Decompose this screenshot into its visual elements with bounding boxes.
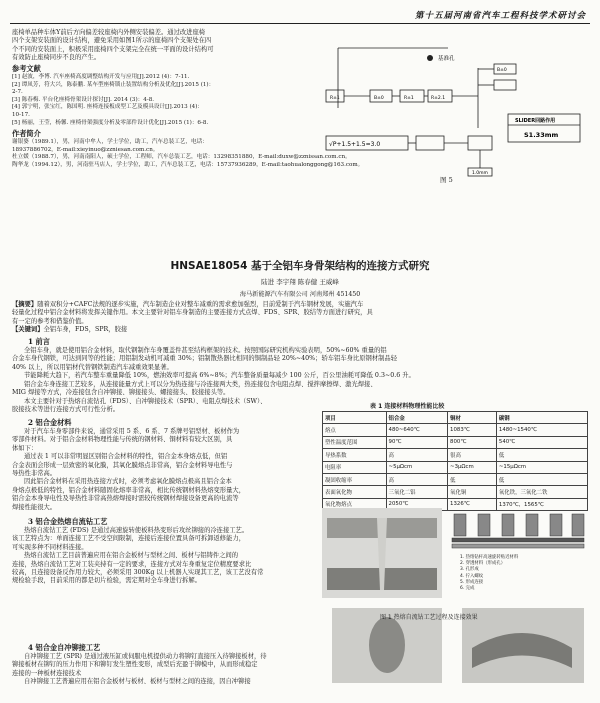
- table-cell: 1326℃: [448, 498, 497, 510]
- text-line: 40% 以上，所以用铝材代替钢铁制造汽车减重效果显著。: [12, 363, 173, 371]
- section-3-body: [12, 527, 317, 586]
- text-line: 四个支架安装面的设计结构，避免采用如图1所示的座椅四个支架处在四: [12, 37, 212, 45]
- text-line: 胶接技术等进行连接方式可行性分析。: [12, 406, 120, 414]
- text-line: 因此铝合金材料在采用热连接方式时，必须考虑氧化膜熔点极高且铝合金本: [24, 478, 232, 486]
- bio-line: 杜立媛（1988.7），男，河南南阳人，硕士学位，工程师，汽车总装工艺，电话：13298351880，E-mail:duxw@zznissan.com.cn。: [12, 154, 351, 161]
- label-d: R±2.1: [431, 96, 446, 101]
- table-cell: 2050℃: [386, 498, 448, 510]
- table-cell: 塑性温度范围: [323, 436, 387, 448]
- label-b: B±0: [374, 96, 384, 101]
- paper-authors: 陆进 李宇翔 陈春健 王威峰: [261, 278, 339, 286]
- text-line: 有效防止座椅同步不良的产生。: [12, 54, 101, 62]
- figure-5-diagram: [318, 28, 588, 178]
- table-row: [323, 424, 588, 436]
- text-line: 焊接性能很大。: [12, 503, 57, 511]
- table-cell: 高: [386, 449, 448, 461]
- reference: 2-7.: [12, 89, 23, 96]
- text-line: 铝合金车身连接工艺较多，从连接能量方式上可以分为热连接与冷连接两大类，热连接包含电阻点焊、搅拌摩擦焊、激光焊接、: [24, 380, 377, 388]
- text-line: 有一定的参考和借鉴价值。: [12, 317, 88, 325]
- bio-line: 陶华龙（1994.12），男，河南驻马店人，学士学位，助工，汽车总装工艺，电话：15737936289，E-mail:taohualonggong@163.com。: [12, 161, 364, 168]
- journal-header: 第十五届河南省汽车工程科技学术研讨会: [414, 11, 586, 21]
- table-cell: 铜材: [448, 412, 497, 424]
- table-cell: 低: [448, 473, 497, 485]
- table-cell: ~5μΩcm: [386, 461, 448, 473]
- keywords: 全铝车身，FDS，SPR，胶接: [43, 326, 128, 334]
- table-cell: 氧化铁，三氧化二铁: [496, 486, 587, 498]
- text-line: 对于汽车车身零部件来说，通常采用 5 系、6 系、7 系牌号铝型材、板材作为: [24, 428, 240, 435]
- step: 2. 穿透材料（形成孔）: [460, 561, 506, 567]
- paper-title: HNSAE18054 基于全铝车身骨架结构的连接方式研究: [170, 260, 430, 272]
- reference: [3] 陈春梅. 平台化座椅骨架设计探讨[J]. 2014 (3)：4-8.: [12, 96, 155, 103]
- table-cell: ~3μΩcm: [448, 461, 497, 473]
- table-cell: 540℃: [496, 436, 587, 448]
- slider-value: S1.33mm: [524, 131, 559, 139]
- section-2-heading: 2 铝合金材料: [28, 418, 72, 427]
- text-line: 连接的一种板材连接技术: [12, 669, 82, 677]
- text-line: 规检验手段，目前采用的都是切片检验，需定期对全车身进行拆解。: [12, 577, 201, 585]
- table-cell: 电阻率: [323, 461, 387, 473]
- text-line: 该工艺特点为：单面连接工艺不受空间限制，连接后连接位置具备可拆卸返修能力，: [12, 535, 245, 543]
- table-row: [323, 436, 588, 448]
- table-cell: 氧化物熔点: [323, 498, 387, 510]
- table-cell: 1480~1540℃: [496, 424, 587, 436]
- step: 5. 形成连接: [460, 579, 484, 585]
- text-line: 热熔自流钻工艺目前普遍应用在铝合金板材与型材之间、板材与铝铸件之间的: [24, 552, 239, 560]
- section-2-body: [12, 428, 317, 512]
- figure-1-caption: 图 1 热熔自流钻工艺过程及连接效果: [380, 614, 478, 621]
- table-row: [323, 486, 588, 498]
- label-e: B±0: [497, 68, 507, 73]
- text-line: 较高，且连接设备反作用力较大，必须采用 300Kg 以上机器人实现其工艺，该工艺没有常: [12, 569, 264, 577]
- figure-1-fds-process: [322, 508, 588, 688]
- text-line: 零部件材料。对于铝合金材料物理性能与传统的钢材料、铜材料有较大区别，具: [12, 436, 233, 444]
- table-cell: 480~640℃: [386, 424, 448, 436]
- table-header-row: [323, 412, 588, 424]
- table-cell: 项目: [323, 412, 387, 424]
- table-cell: 高: [386, 473, 448, 485]
- slider-title: SLIDER回路作用: [515, 118, 556, 124]
- refs-heading: 参考文献: [12, 64, 41, 73]
- label-a: R±1: [330, 96, 340, 101]
- text-line: 自冲铆接工艺普遍应用在铝合金板材与板材、板材与型材之间的连接，因自冲铆接: [24, 678, 251, 686]
- bio-line: 18937886702，E-mail:xieyinuo@zzniesan.com.cn。: [12, 146, 159, 153]
- table-row: [323, 473, 588, 485]
- text-line: 可实现多种不同材料连接。: [12, 543, 88, 551]
- table-1-title: 表 1 连接材料物理性能比较: [370, 403, 445, 410]
- table-row: [323, 449, 588, 461]
- section-1-heading: 1 前言: [28, 337, 50, 346]
- reference: [5] 杨丽，王莹，杨馨. 座椅骨架强度分析及零部件设计优化[J].2015 (1)：6-8.: [12, 119, 209, 126]
- reference: 10-17.: [12, 111, 30, 118]
- keywords-label: 【关键词】: [12, 326, 44, 334]
- text-line: 合金车身代钢铁，可达到同等的性能；用铝制发动机可减重 30%；铝制散热器比相同的铜制品轻 20%~40%；轿车铝车身比原钢材制品轻: [12, 355, 398, 363]
- text-line: MIG 焊接等方式，冷连接包含自冲铆接、铆接接头、螺接接头、胶接接头等。: [12, 389, 230, 397]
- table-cell: 800℃: [448, 436, 497, 448]
- text-line: 随着双积分+CAFC法规的逐步实施，汽车制造企业对整车减重的需求愈加强烈，目前爱制于汽车钢材发展，实施汽车: [37, 301, 364, 308]
- section-4-heading: 4 铝合金自冲铆接工艺: [28, 643, 101, 652]
- step: 4. 拧入螺纹: [460, 573, 484, 579]
- text-line: 节能降耗大趋下，若汽车整车重量降低 10%，燃油效率可提高 6%~8%；汽车整备质量每减少 100 公斤，百公里油耗可降低 0.3~0.6 升。: [24, 372, 415, 380]
- reference: [4] 郭宁明，张宝红，陈国明. 座椅连接板成型工艺及模具设计[J].2013 (4)：: [12, 104, 204, 111]
- text-line: 通过表 1 可以非常明显区别铝合金材料的特性，铝合金本身熔点低，但铝: [24, 453, 228, 461]
- text-line: 个不同的安装面上，积极采用座椅四个支架完全在统一平面的设计结构可: [12, 45, 214, 53]
- table-cell: 1083℃: [448, 424, 497, 436]
- text-line: 体如下：: [12, 444, 38, 452]
- text-line: 轻量化过程中铝合金材料将发挥关键作用。本文主要针对铝车身制造的主要连接方式点焊、FDS、SPR、胶结等方面进行研究，具: [12, 309, 373, 317]
- table-cell: 导热系数: [323, 449, 387, 461]
- sensor-label: 基准孔: [438, 56, 455, 62]
- step: 1. 热熔钻杆高速旋转贴近材料: [460, 555, 519, 560]
- material-properties-table: [322, 411, 588, 511]
- text-line: 身熔点极低的特性，铝合金材料随固化熔率非常高，相比传统钢材料热熔变形量大，: [12, 486, 245, 494]
- reference: [2] 谭凤芳，符大兴，陈泰鹏. 某车型座椅锁止装置结构分析及优化[J].2015 (1)：: [12, 81, 215, 88]
- text-line: 合金表面会形成一层致密的氧化膜，其氧化膜熔点非常高，铝合金材料导电性与: [12, 461, 233, 469]
- table-cell: 表面氧化物: [323, 486, 387, 498]
- section-1-tail: [12, 398, 317, 415]
- text-line: 导热性非常高。: [12, 470, 57, 478]
- table-cell: 1370℃，1565℃: [496, 498, 587, 510]
- table-cell: 很高: [448, 449, 497, 461]
- label-f: 1.0mm: [472, 171, 488, 176]
- reference: [1] 赵波，李博. 汽车座椅高度调整结构开发与应用[J].2012 (4)：7-11.: [12, 74, 190, 80]
- table-cell: 三氧化二铝: [386, 486, 448, 498]
- reference-list: [12, 74, 317, 127]
- author-heading: 作者简介: [12, 129, 41, 138]
- table-cell: 铝合金: [386, 412, 448, 424]
- table-cell: 碳钢: [496, 412, 587, 424]
- abstract-label: 【摘要】: [12, 301, 38, 308]
- bio-line: 谢银婆（1989.1），男，河南中牟人，学士学位，助工，汽车总装工艺，电话：: [12, 139, 208, 145]
- table-cell: 低: [496, 473, 587, 485]
- table-row: [323, 461, 588, 473]
- table-cell: 90℃: [386, 436, 448, 448]
- paper-affiliation: 海马新能源汽车有限公司 河南郑州 451450: [239, 291, 361, 298]
- step: 3. 孔形成: [460, 567, 479, 573]
- step: 6. 完成: [460, 586, 475, 592]
- text-line: 座椅单品种车体Y前后方向偏差较座椅内外侧安装偏差。通过改进座椅: [12, 29, 206, 36]
- formula: √P+1.5+1.5=3.0: [329, 141, 381, 148]
- text-line: 连接，热熔自流钻工艺对工装夹持有一定的要求，连接方式对车身重复定位精度要求比: [12, 560, 252, 568]
- text-line: 全铝车身，就是使用铝合金材料，取代钢制作车身覆盖件甚至结构框架的技术。按照国际研究机构实验表明，50%~60% 重量的铝: [24, 347, 387, 354]
- table-cell: 低: [496, 449, 587, 461]
- text-line: 热熔自流钻工艺 (FDS) 是通过高速旋转使板料热变形后攻丝铆接的冷连接工艺。: [24, 527, 249, 534]
- section-3-heading: 3 铝合金热熔自流钻工艺: [28, 517, 108, 526]
- text-line: 本文主要针对于热熔自流钻孔（FDS）、自冲铆接技术（SPR）、电阻点焊技术（SW）、: [24, 398, 267, 405]
- header-rule: [10, 23, 590, 24]
- figure-1-steps: [460, 555, 590, 592]
- table-cell: 凝固收缩率: [323, 473, 387, 485]
- table-cell: ~15μΩcm: [496, 461, 587, 473]
- label-c: R±1: [404, 96, 414, 101]
- section-1-body: [12, 347, 590, 397]
- table-cell: 熔点: [323, 424, 387, 436]
- text-line: 铆接板材在铆钉的压力作用下和铆钉发生塑性变形，成型后充盈于铆模中，从而形成稳定: [12, 661, 258, 669]
- table-cell: 氧化铜: [448, 486, 497, 498]
- abstract-block: [12, 301, 590, 335]
- prev-intro: [12, 29, 312, 63]
- text-line: 自冲铆接工艺 (SPR) 是通过液压缸或伺服电机提供动力将铆钉直接压入待铆接板材，待: [24, 653, 267, 660]
- figure-5-caption: 图 5: [440, 176, 453, 184]
- text-line: 铝合金本身导电性及导热性非常高热熔焊接时需较传统钢材焊接设备更高的电流等: [12, 495, 239, 503]
